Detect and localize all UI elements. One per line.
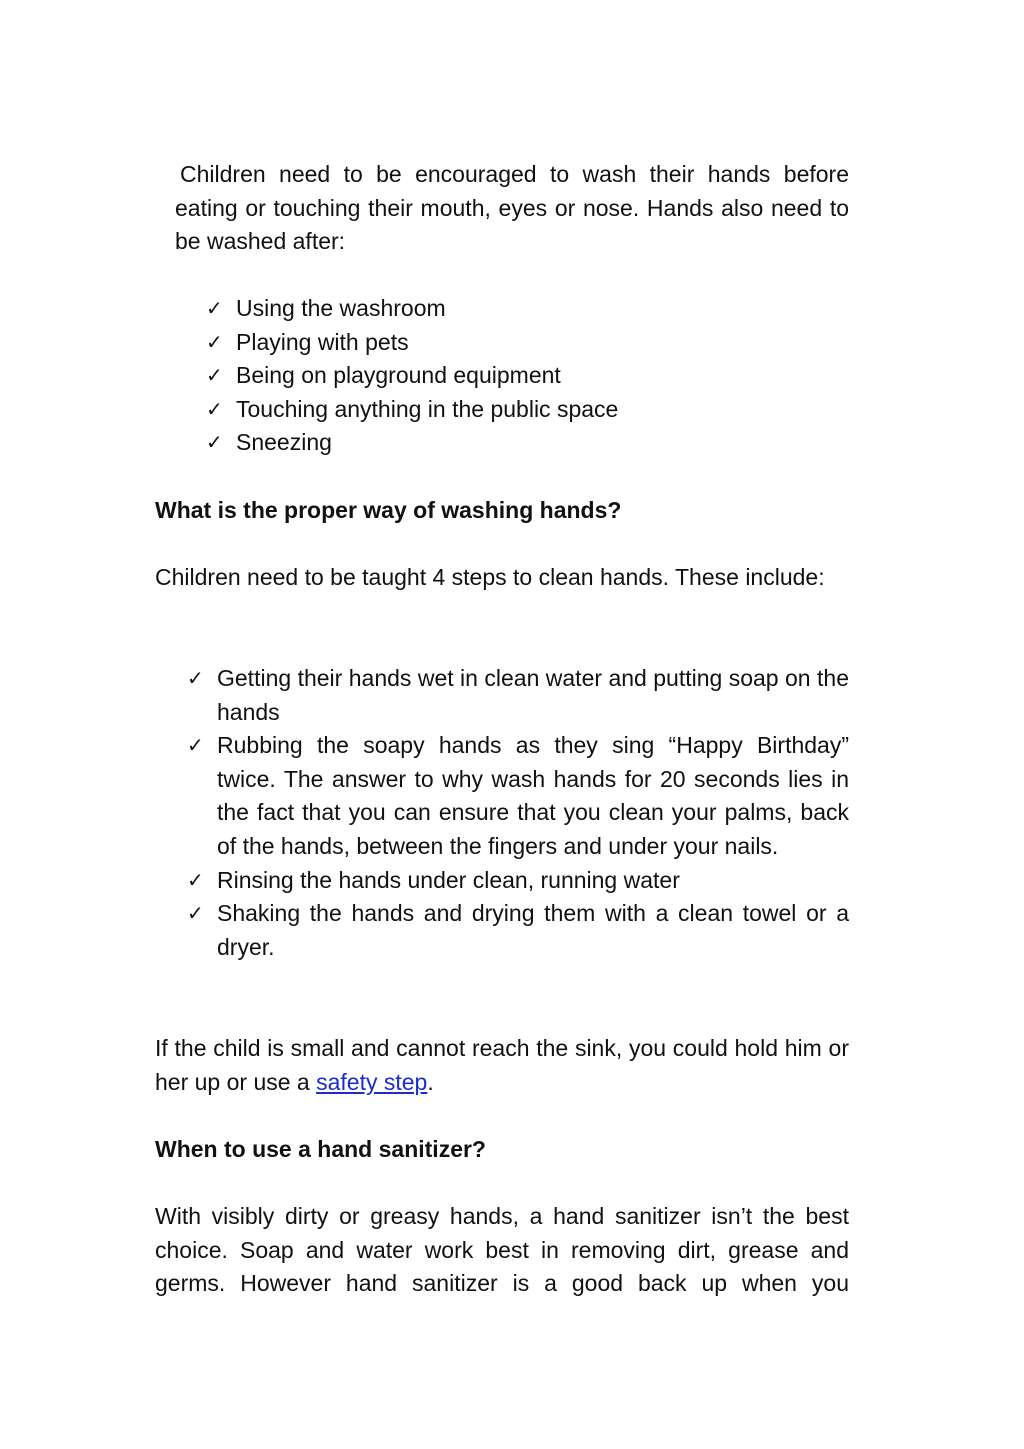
list-item <box>187 864 849 898</box>
intro-paragraph: Children need to be encouraged to wash their hands before eating or touching their mouth, eyes or nose. Hands also need to be washed after: <box>175 161 849 255</box>
list-item <box>206 393 726 427</box>
section-heading-sanitizer: When to use a hand sanitizer? <box>155 1136 486 1162</box>
list-item-label: Touching anything in the public space <box>236 395 619 422</box>
steps-intro-paragraph: Children need to be taught 4 steps to clean hands. These include: <box>155 564 825 590</box>
sink-note-text: If the child is small and cannot reach the sink, you could hold him or her up or use a <box>155 1035 849 1095</box>
list-item <box>206 326 726 360</box>
list-item <box>206 292 726 326</box>
after-list <box>206 292 726 460</box>
sink-note-period: . <box>427 1068 434 1095</box>
check-icon: ✓ <box>206 430 223 455</box>
list-item <box>206 426 726 460</box>
check-icon: ✓ <box>187 901 204 926</box>
list-item-label: Being on playground equipment <box>236 362 561 389</box>
list-item <box>187 662 849 729</box>
list-item <box>187 897 849 964</box>
steps-list <box>187 662 849 964</box>
list-item-label: Rinsing the hands under clean, running water <box>217 866 680 893</box>
check-icon: ✓ <box>206 363 223 388</box>
list-item <box>187 729 849 863</box>
check-icon: ✓ <box>187 666 204 690</box>
list-item-label: Shaking the hands and drying them with a clean towel or a dryer. <box>217 900 849 960</box>
list-item <box>206 359 726 393</box>
check-icon: ✓ <box>206 296 223 320</box>
check-icon: ✓ <box>187 733 204 758</box>
check-icon: ✓ <box>206 396 223 421</box>
check-icon: ✓ <box>187 867 204 892</box>
list-item-label: Sneezing <box>236 429 332 456</box>
list-item-label: Playing with pets <box>236 328 409 355</box>
sanitizer-paragraph: With visibly dirty or greasy hands, a hand sanitizer isn’t the best choice. Soap and water work best in removing dirt, grease and germs. However hand sanitizer is a good back up when you <box>155 1203 849 1297</box>
section-heading-washing: What is the proper way of washing hands? <box>155 497 622 523</box>
check-icon: ✓ <box>206 329 223 354</box>
list-item-label: Using the washroom <box>236 295 446 321</box>
safety-step-link[interactable]: safety step <box>316 1068 428 1095</box>
list-item-label: Getting their hands wet in clean water and putting soap on the hands <box>217 665 849 725</box>
list-item-label: Rubbing the soapy hands as they sing “Happy Birthday” twice. The answer to why wash hands for 20 seconds lies in the fact that you can ensure that you clean your palms, back of the hands, between the fingers and under your nails. <box>217 732 849 859</box>
sink-note-paragraph <box>155 1032 849 1099</box>
